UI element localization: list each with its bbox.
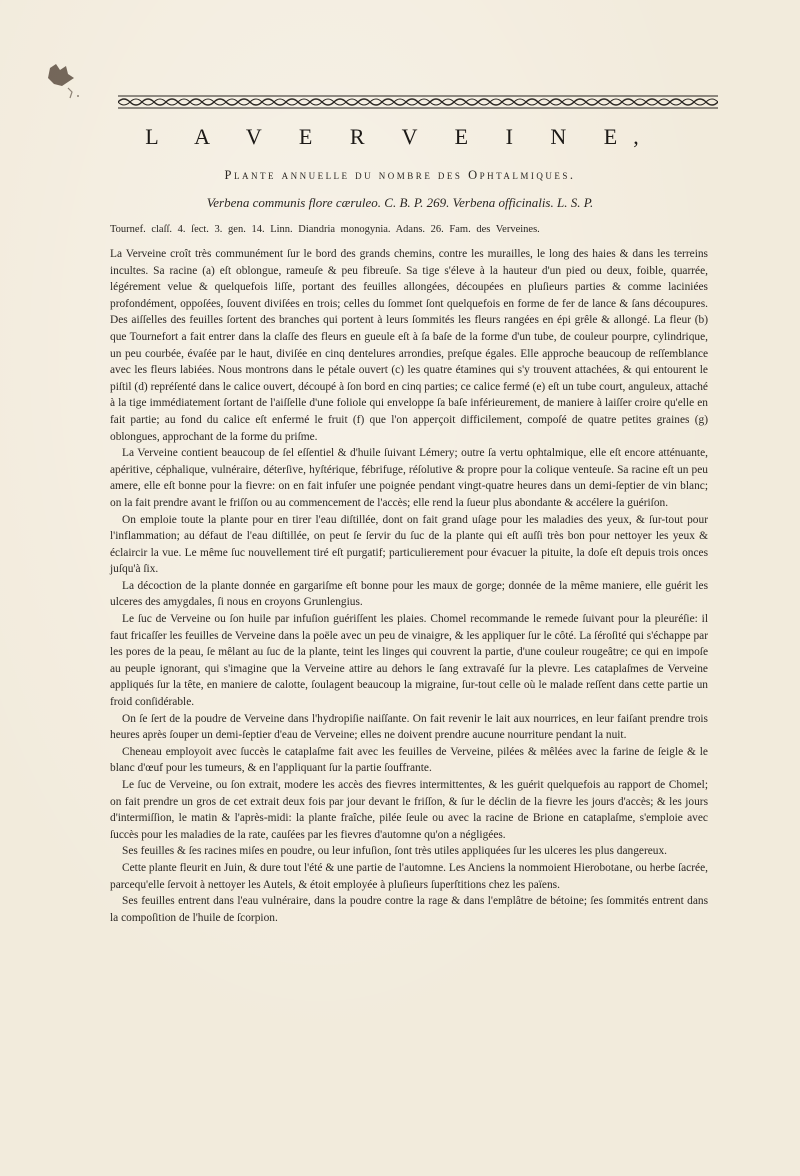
paragraph: Cheneau employoit avec ſuccès le cataplaſme fait avec les feuilles de Verveine, pilées & mêlées avec la farine de ſeigle & le blanc d'œuf pour les tumeurs, & en l'appliquant ſur la partie ſouffrante. [110, 745, 708, 775]
ink-stain-mark [38, 58, 98, 118]
classification-line: Tournef. claſſ. 4. ſect. 3. gen. 14. Linn. Diandria monogynia. Adans. 26. Fam. des Verveines. [110, 224, 540, 235]
page-title: L A V E R V E I N E, [145, 124, 655, 149]
paragraph: Le ſuc de Verveine, ou ſon extrait, modere les accès des fievres intermittentes, & les guérit quelquefois au rapport de Chomel; on fait prendre un gros de cet extrait deux fois par jour devant le friſſon, & ſur le déclin de la fievre les jours d'accès; & les jours d'intermiſſion, le matin & l'après-midi: la plante fraîche, pilée ſeule ou avec la racine de Brione en cataplaſme, s'emploie avec ſuccès pour les maladies de la rate, cauſées par les fievres d'automne qu'on a négligées. [110, 779, 708, 841]
paragraph: La décoction de la plante donnée en gargariſme eſt bonne pour les maux de gorge; donnée de la même maniere, elle guérit les ulceres des amygdales, ſi nous en croyons Grunlengius. [110, 579, 708, 609]
article-body [110, 246, 708, 926]
paragraph: Le ſuc de Verveine ou ſon huile par infuſion guériſſent les plaies. Chomel recommande le remede ſuivant pour la pleuréſie: il faut fricaſſer les feuilles de Verveine dans la poële avec un peu de vinaigre, & les appliquer ſur le côté. La ſéroſité qui s'échappe par les pores de la peau, ſe mêlant au ſuc de la plante, teint les linges qui couvrent la partie, d'une couleur rougeâtre; ce qui en impoſe au peuple ignorant, qui s'imagine que la Verveine attire au dehors le ſang extravaſé ſur la plevre. Les cataplaſmes de Verveine appliqués ſur la tête, en maniere de calotte, ſoulagent beaucoup la migraine, ſur-tout celle où le malade reſſent dans cette partie un froid conſidérable. [110, 613, 708, 709]
paragraph: Ses feuilles entrent dans l'eau vulnéraire, dans la poudre contre la rage & dans l'emplâtre de bétoine; ſes ſommités entrent dans la compoſition de l'huile de ſcorpion. [110, 895, 708, 924]
decorative-border-ornament [118, 94, 718, 110]
paragraph: La Verveine contient beaucoup de ſel eſſentiel & d'huile ſuivant Lémery; outre ſa vertu ophtalmique, elle eſt encore atténuante, apéritive, céphalique, vulnéraire, déterſive, hyſtérique, fébrifuge, réſolutive & propre pour la colique venteuſe. Sa racine eſt un peu amere, elle eſt bonne pour la fievre: on en fait infuſer une poignée pendant vingt-quatre heures dans un demi-ſeptier de vin blanc; on la fait prendre avant le friſſon ou au commencement de l'accès; elle rend la ſueur plus abondante & accélere la guériſon. [110, 447, 708, 509]
paragraph: On ſe ſert de la poudre de Verveine dans l'hydropiſie naiſſante. On fait revenir le lait aux nourrices, en leur faiſant prendre trois heures après ſouper un demi-ſeptier d'eau de Verveine; elles ne doivent prendre aucune nourriture pendant la nuit. [110, 712, 708, 742]
botanical-synonyms: Verbena communis flore cæruleo. C. B. P. 269. Verbena officinalis. L. S. P. [206, 195, 594, 210]
page-subtitle: Plante annuelle du nombre des Ophtalmiques. [224, 168, 576, 182]
paragraph: Cette plante fleurit en Juin, & dure tout l'été & une partie de l'automne. Les Anciens la nommoient Hierobotane, ou herbe ſacrée, parcequ'elle ſervoit à nettoyer les Autels, & étoit employée à pluſieurs ſuperſtitions chez les païens. [110, 861, 708, 891]
paragraph: On emploie toute la plante pour en tirer l'eau diſtillée, dont on fait grand uſage pour les maladies des yeux, & ſur-tout pour l'inflammation; au défaut de l'eau diſtillée, on peut ſe ſervir du ſuc de la plante qui eſt auſſi très bon pour nettoyer les yeux & éclaircir la vue. Le même ſuc nouvellement tiré eſt purgatif; particulierement pour évacuer la pituite, la doſe eſt depuis trois onces juſqu'à ſix. [110, 513, 708, 576]
paragraph: Ses feuilles & ſes racines miſes en poudre, ou leur infuſion, ſont très utiles appliquées ſur les ulceres les plus dangereux. [122, 845, 668, 858]
paragraph: La Verveine croît très communément ſur le bord des grands chemins, contre les murailles, le long des haies & dans les terreins incultes. Sa racine (a) eſt oblongue, rameuſe & peu fibreuſe. Sa tige s'éleve à la hauteur d'un pied ou deux, foible, quarrée, légérement velue & quelquefois liſſe, portant des feuilles allongées, découpées en pluſieurs parties & comme laciniées profondément, oppoſées, ſouvent diviſées en trois; celles du ſommet ſont quelquefois en forme de fer de lance & ſans découpures. Des aiſſelles des feuilles ſortent des branches qui portent à leurs ſommités les fleurs rangées en épi grêle & allongé. La fleur (b) que Tournefort a fait entrer dans la claſſe des fleurs en gueule eſt à ſa baſe de la forme d'un tube, de couleur pourpre, cylindrique, un peu courbée, évaſée par le haut, diviſée en cinq dentelures arrondies, preſque égales. Elle approche beaucoup de reſſemblance avec les fleurs labiées. Nous montrons dans le pétale ouvert (c) les quatre étamines qui s'y trouvent attachées, & qui entourent le piſtil (d) repréſenté dans le calice ouvert, découpé à ſon bord en cinq parties; ce calice fermé (e) eſt un tube court, anguleux, attaché à la tige immédiatement ſortant de l'aiſſelle d'une foliole qui enveloppe ſa baſe inférieurement, de maniere à laiſſer croire qu'elle en fait partie; au fond du calice eſt enfermé le fruit (f) que l'on apperçoit difficilement, compoſé de quatre petites graines (g) oblongues, approchant de la forme du priſme. [110, 248, 708, 443]
